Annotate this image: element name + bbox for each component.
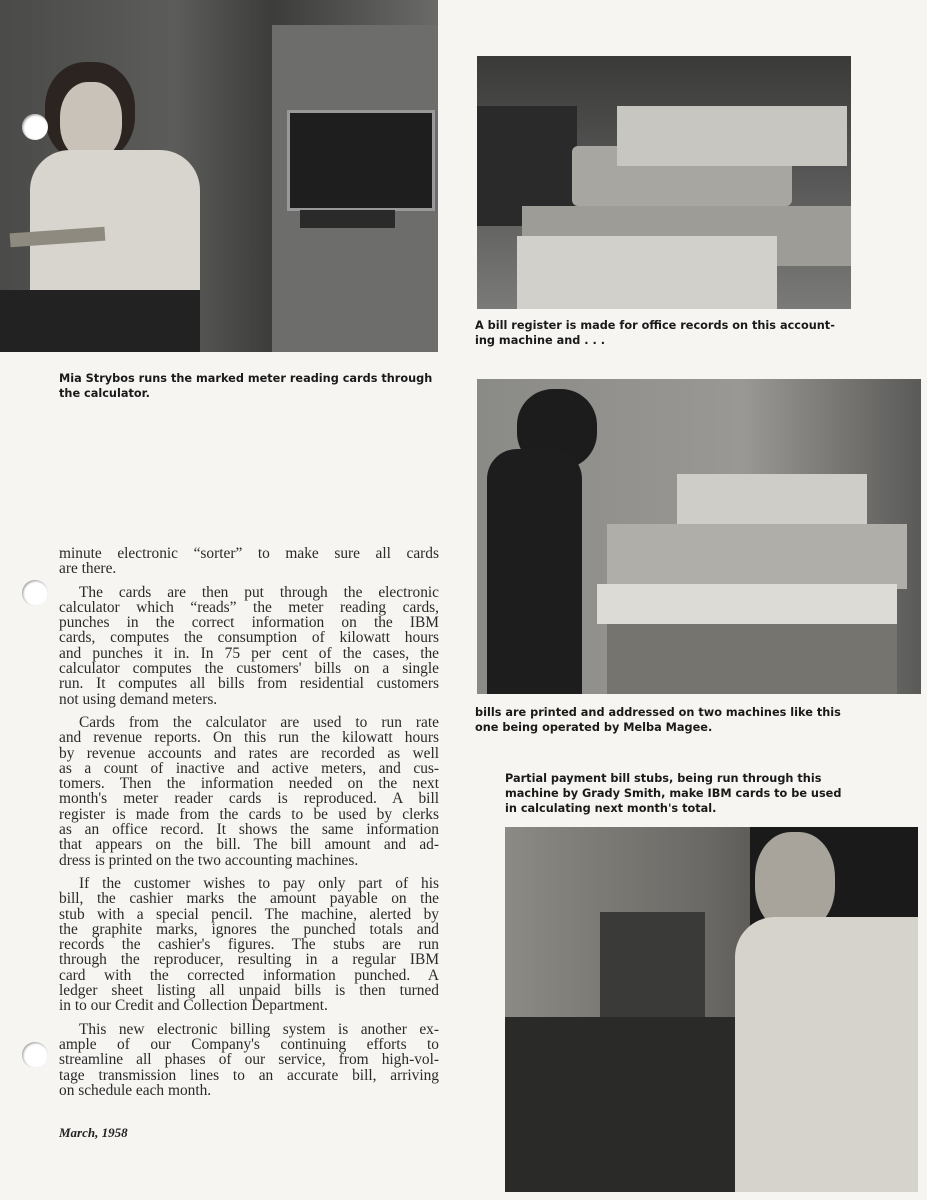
text-line: and revenue reports. On this run the kilowatt hours — [59, 729, 439, 747]
caption-calculator — [59, 371, 432, 401]
caption-line: machine by Grady Smith, make IBM cards to be used — [505, 787, 842, 800]
text-line: ample of our Company's continuing efforts to — [59, 1035, 439, 1053]
text-line: and punches it in. In 75 per cent of the cases, the — [59, 644, 439, 662]
text-line: are there. — [59, 560, 117, 578]
paragraph — [59, 876, 439, 1014]
text-line: that appears on the bill. The bill amount and ad- — [59, 836, 439, 854]
text-line: bill, the cashier marks the amount payable on the — [59, 890, 439, 908]
text-line: calculator computes the customers' bills on a single — [59, 660, 439, 678]
text-line: month's meter reader cards is reproduced. A bill — [59, 790, 439, 808]
text-line: minute electronic “sorter” to make sure all cards — [59, 545, 439, 562]
text-line: not using demand meters. — [59, 690, 218, 708]
text-line: If the customer wishes to pay only part of his — [79, 874, 439, 892]
text-line: Cards from the calculator are used to run rate — [79, 713, 439, 731]
photo-woman-operating-machine — [477, 379, 921, 694]
photo-woman-at-calculator — [0, 0, 438, 352]
text-line: as an office record. It shows the same information — [59, 821, 439, 839]
text-line: in to our Credit and Collection Department. — [59, 997, 328, 1015]
paragraph — [59, 1022, 439, 1098]
text-line: dress is printed on the two accounting machines. — [59, 851, 359, 869]
text-line: calculator which “reads” the meter reading cards, — [59, 598, 439, 616]
caption-line: ing machine and . . . — [475, 334, 606, 347]
text-line: ledger sheet listing all unpaid bills is then turned — [59, 982, 439, 1000]
text-line: cards, computes the consumption of kilowatt hours — [59, 629, 439, 647]
binder-hole — [22, 1042, 48, 1068]
paragraph — [59, 546, 439, 577]
text-line: run. It computes all bills from residential customers — [59, 675, 439, 693]
text-line: punches in the correct information on the IBM — [59, 614, 439, 632]
binder-hole — [22, 580, 48, 606]
photo-accounting-machine — [477, 56, 851, 309]
text-line: through the reproducer, resulting in a regular IBM — [59, 951, 439, 969]
caption-line: one being operated by Melba Magee. — [475, 721, 713, 734]
caption-line: Partial payment bill stubs, being run through this — [505, 772, 822, 785]
caption-bill-stubs — [505, 771, 841, 816]
text-line: The cards are then put through the electronic — [79, 583, 439, 601]
photo-man-at-reproducer — [505, 827, 918, 1192]
binder-hole — [22, 114, 48, 140]
caption-bill-register — [475, 318, 835, 348]
text-line: This new electronic billing system is another ex- — [79, 1020, 439, 1038]
caption-line: A bill register is made for office records on this account- — [475, 319, 835, 332]
caption-line: the calculator. — [59, 387, 150, 400]
text-line: tage transmission lines to an accurate bill, arriving — [59, 1066, 439, 1084]
text-line: records the cashier's figures. The stubs are run — [59, 936, 439, 954]
article-body — [59, 546, 439, 1106]
caption-line: Mia Strybos runs the marked meter reading cards through — [59, 372, 433, 385]
text-line: tomers. Then the information needed on the next — [59, 775, 439, 793]
text-line: stub with a special pencil. The machine, alerted by — [59, 905, 439, 923]
paragraph — [59, 585, 439, 707]
text-line: register is made from the cards to be used by clerks — [59, 805, 439, 823]
caption-bills-printed — [475, 705, 841, 735]
text-line: streamline all phases of our service, from high-vol- — [59, 1051, 439, 1069]
text-line: as a count of inactive and active meters, and cus- — [59, 759, 439, 777]
text-line: card with the corrected information punched. A — [59, 966, 439, 984]
issue-date: March, 1958 — [59, 1125, 128, 1140]
caption-line: bills are printed and addressed on two machines like this — [475, 706, 841, 719]
text-line: the graphite marks, ignores the punched totals and — [59, 920, 439, 938]
text-line: on schedule each month. — [59, 1081, 212, 1099]
caption-line: in calculating next month's total. — [505, 802, 717, 815]
paragraph — [59, 715, 439, 868]
text-line: by revenue accounts and rates are recorded as well — [59, 744, 439, 762]
